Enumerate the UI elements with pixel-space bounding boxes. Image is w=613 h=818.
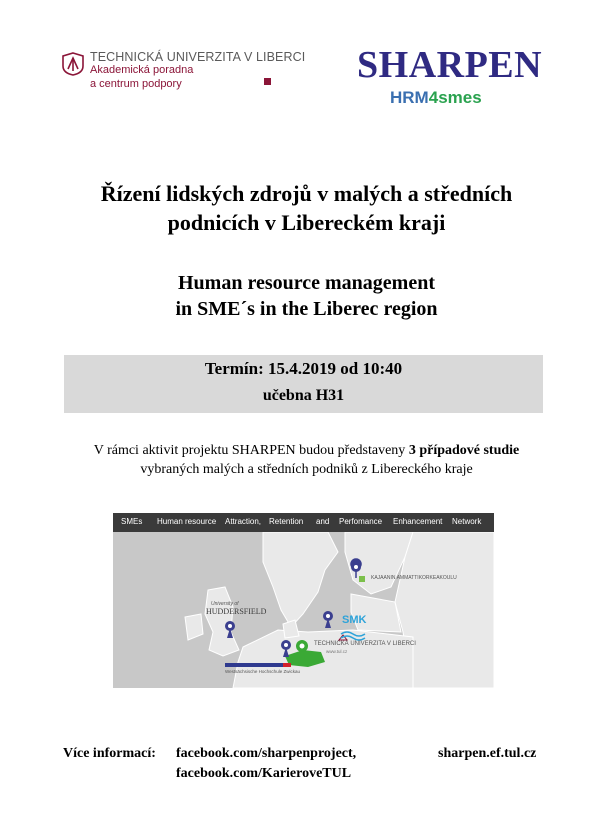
- kajaani-logo-icon: [359, 576, 365, 582]
- map-nav-item: and: [316, 517, 330, 526]
- map-nav-item: Perfomance: [339, 517, 383, 526]
- map-nav-bar: [113, 513, 494, 532]
- sharpen-sub-4: 4: [428, 88, 439, 107]
- intro-part-1: V rámci aktivit projektu SHARPEN budou představeny: [93, 443, 409, 458]
- map-nav-item: SMEs: [121, 517, 143, 526]
- map-nav-item: Retention: [269, 517, 304, 526]
- sharpen-subtitle: [390, 89, 482, 106]
- title-czech-line-2: podnicích v Libereckém kraji: [167, 210, 446, 235]
- title-english-line-1: Human resource management: [177, 272, 435, 294]
- map-nav-item: Attraction,: [225, 517, 262, 526]
- sharpen-sub-smes: smes: [438, 88, 482, 107]
- map-nav-item: Network: [452, 517, 482, 526]
- map-label-tul-url: www.tul.cz: [326, 649, 348, 654]
- map-nav-item: Enhancement: [393, 517, 443, 526]
- map-label-zwickau: Westsächsische Hochschule Zwickau: [225, 669, 300, 674]
- tul-subtitle-2: a centrum podpory: [90, 78, 182, 90]
- intro-bold: 3 případové studie: [408, 443, 520, 458]
- map-label-tul: TECHNICKÁ UNIVERZITA V LIBERCI: [314, 641, 416, 647]
- title-english: [0, 270, 613, 322]
- map-label-smk: SMK: [342, 614, 367, 626]
- title-czech: [0, 179, 613, 237]
- title-czech-line-1: Řízení lidských zdrojů v malých a středních: [100, 181, 513, 206]
- sharpen-sub-hrm: HRM: [390, 88, 429, 107]
- tul-name: TECHNICKÁ UNIVERZITA V LIBERCI: [90, 50, 306, 64]
- intro-line-1: [30, 441, 583, 460]
- event-room: učebna H31: [262, 387, 345, 404]
- title-english-line-2: in SME´s in the Liberec region: [175, 298, 438, 320]
- tul-square-mark: [264, 78, 271, 85]
- europe-map: [113, 532, 494, 688]
- intro-line-2: vybraných malých a středních podniků z Libereckého kraje: [140, 462, 473, 477]
- tul-logo: [62, 50, 306, 92]
- footer-label: Více informací:: [63, 746, 156, 761]
- map-nav-item: Human resource: [157, 517, 217, 526]
- map-label-huddersfield-top: University of: [211, 601, 239, 607]
- zwickau-logo-icon: [225, 663, 291, 667]
- footer-facebook-tul-link[interactable]: facebook.com/KarieroveTUL: [176, 766, 352, 781]
- tul-subtitle-1: Akademická poradna: [90, 64, 194, 76]
- sharpen-logo: [357, 46, 547, 111]
- map-label-huddersfield: HUDDERSFIELD: [206, 607, 267, 616]
- footer-website-link[interactable]: sharpen.ef.tul.cz: [438, 746, 537, 761]
- event-info-box: [64, 355, 543, 413]
- sharpen-title: SHARPEN: [357, 44, 543, 86]
- event-date: Termín: 15.4.2019 od 10:40: [204, 359, 403, 378]
- partners-map-image: [113, 513, 494, 688]
- intro-text: [30, 441, 583, 479]
- map-label-kajaani: KAJAANIN AMMATTIKORKEAKOULU: [371, 575, 457, 581]
- tul-emblem-icon: [62, 52, 84, 76]
- footer-facebook-sharpen-link[interactable]: facebook.com/sharpenproject,: [176, 746, 357, 761]
